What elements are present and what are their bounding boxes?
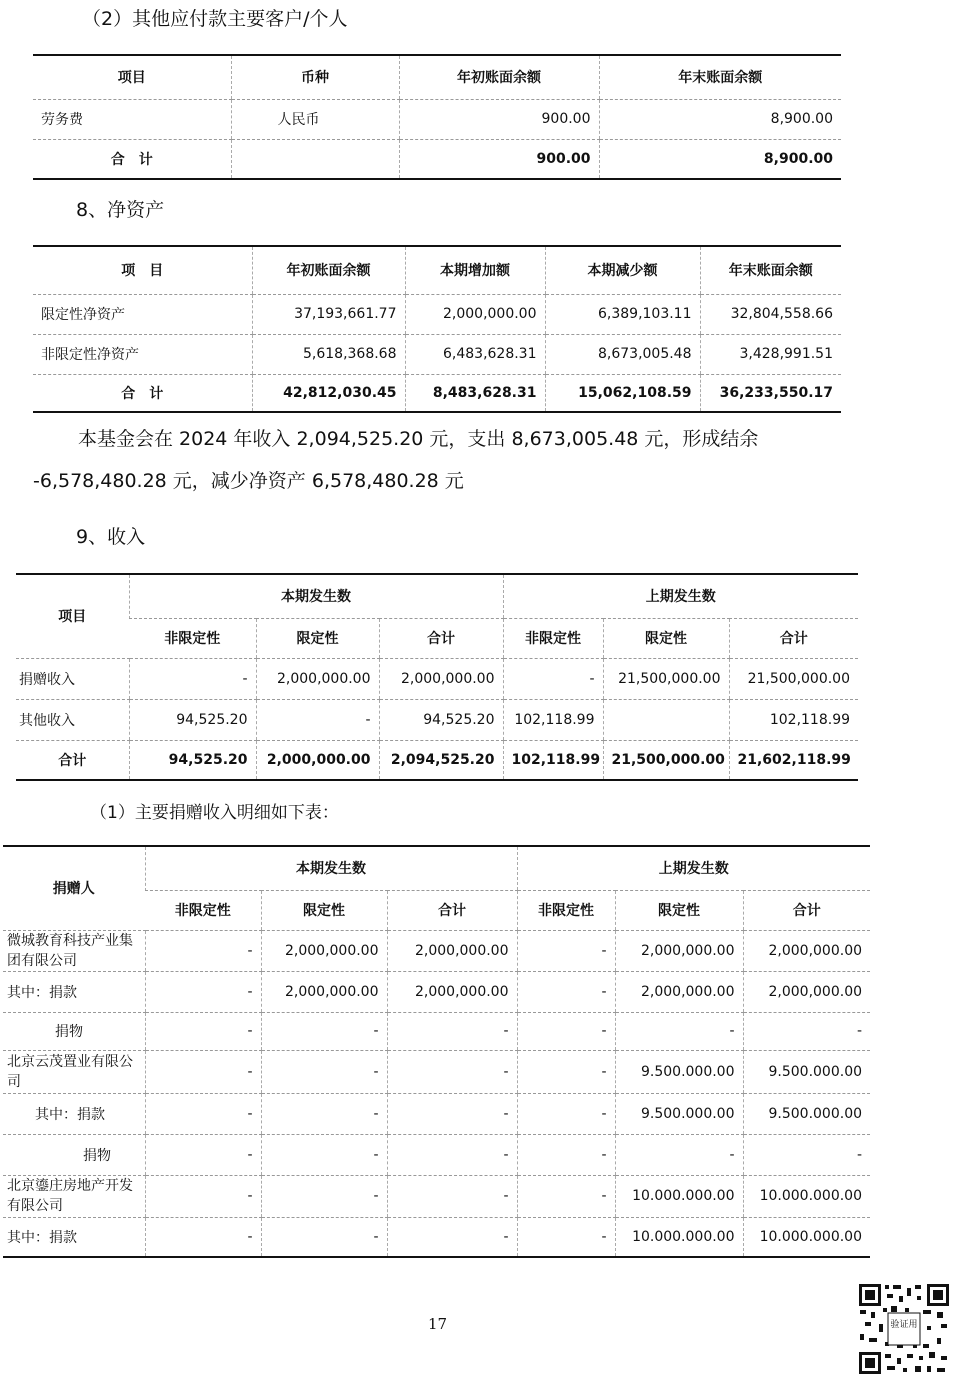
- row-label: 合 计: [33, 374, 252, 412]
- value-cell: -: [387, 1217, 517, 1257]
- payable-table: [33, 54, 841, 180]
- subheader-cell: 合计: [729, 618, 858, 658]
- income-table: [16, 573, 858, 781]
- currency-cell: [231, 139, 399, 179]
- value-cell: -: [517, 1134, 615, 1175]
- qr-center-label: 验证用: [890, 1320, 918, 1330]
- value-cell: 2,000,000.00: [256, 658, 379, 699]
- row-label: 其中：捐款: [3, 971, 145, 1012]
- value-cell: 10.000.000.00: [743, 1217, 870, 1257]
- value-cell: -: [387, 1093, 517, 1134]
- value-cell: 8,900.00: [599, 139, 841, 179]
- row-label: 合计: [16, 740, 129, 780]
- value-cell: -: [517, 1175, 615, 1217]
- donor-name: 微城教育科技产业集团有限公司: [3, 930, 145, 971]
- net-assets-table: [33, 245, 841, 413]
- value-cell: -: [743, 1134, 870, 1175]
- value-cell: 6,389,103.11: [545, 294, 700, 334]
- value-cell: 21,500,000.00: [729, 658, 858, 699]
- row-label: 捐赠收入: [16, 658, 129, 699]
- table-row: [3, 971, 870, 1012]
- value-cell: -: [503, 658, 603, 699]
- value-cell: 5,618,368.68: [252, 334, 405, 374]
- header-cell: 年初账面余额: [252, 246, 405, 294]
- value-cell: 2,094,525.20: [379, 740, 503, 780]
- table-row: [16, 699, 858, 740]
- total-row: [16, 740, 858, 780]
- header-cell: 本期减少额: [545, 246, 700, 294]
- value-cell: -: [387, 1012, 517, 1050]
- value-cell: 21,500,000.00: [603, 740, 729, 780]
- header-cell: 年末账面余额: [599, 55, 841, 99]
- value-cell: -: [256, 699, 379, 740]
- header-cell: 本期增加额: [405, 246, 545, 294]
- value-cell: -: [261, 1050, 387, 1093]
- subheader-cell: 非限定性: [503, 618, 603, 658]
- value-cell: [603, 699, 729, 740]
- value-cell: 8,673,005.48: [545, 334, 700, 374]
- current-period-header: 本期发生数: [129, 574, 503, 618]
- value-cell: 102,118.99: [729, 699, 858, 740]
- value-cell: -: [145, 1093, 261, 1134]
- table-header-row: [16, 574, 858, 618]
- row-label: 其中：捐款: [3, 1093, 145, 1134]
- value-cell: 32,804,558.66: [700, 294, 841, 334]
- value-cell: -: [145, 1175, 261, 1217]
- value-cell: -: [145, 1134, 261, 1175]
- donor-name: 北京鎏庄房地产开发有限公司: [3, 1175, 145, 1217]
- row-label: 其中：捐款: [3, 1217, 145, 1257]
- currency-cell: 人民币: [231, 99, 399, 139]
- value-cell: -: [145, 971, 261, 1012]
- value-cell: 102,118.99: [503, 699, 603, 740]
- row-label: 限定性净资产: [33, 294, 252, 334]
- subheader-cell: 非限定性: [129, 618, 256, 658]
- table-row: [3, 1012, 870, 1050]
- net-assets-heading: 8、净资产: [76, 199, 165, 221]
- donor-name: 北京云茂置业有限公司: [3, 1050, 145, 1093]
- value-cell: 37,193,661.77: [252, 294, 405, 334]
- row-label: 劳务费: [33, 99, 231, 139]
- header-cell: 项 目: [33, 246, 252, 294]
- value-cell: 2,000,000.00: [387, 930, 517, 971]
- table-row: [33, 334, 841, 374]
- value-cell: 2,000,000.00: [256, 740, 379, 780]
- value-cell: 94,525.20: [129, 740, 256, 780]
- value-cell: 900.00: [399, 139, 599, 179]
- value-cell: 2,000,000.00: [261, 971, 387, 1012]
- payable-section-heading: （2）其他应付款主要客户/个人: [82, 8, 348, 30]
- value-cell: 94,525.20: [379, 699, 503, 740]
- value-cell: -: [387, 1175, 517, 1217]
- subheader-cell: 合计: [379, 618, 503, 658]
- table-subheader-row: [16, 618, 858, 658]
- table-row: [3, 1217, 870, 1257]
- table-row: [33, 99, 841, 139]
- row-label: 非限定性净资产: [33, 334, 252, 374]
- table-row: [16, 658, 858, 699]
- value-cell: -: [615, 1134, 743, 1175]
- value-cell: -: [387, 1050, 517, 1093]
- header-cell: 年末账面余额: [700, 246, 841, 294]
- value-cell: 15,062,108.59: [545, 374, 700, 412]
- value-cell: 9.500.000.00: [615, 1050, 743, 1093]
- header-cell: 项目: [33, 55, 231, 99]
- value-cell: -: [517, 1217, 615, 1257]
- value-cell: 2,000,000.00: [379, 658, 503, 699]
- value-cell: 9.500.000.00: [743, 1050, 870, 1093]
- value-cell: -: [261, 1175, 387, 1217]
- table-row: [3, 1050, 870, 1093]
- value-cell: -: [145, 1050, 261, 1093]
- value-cell: -: [261, 1012, 387, 1050]
- value-cell: -: [615, 1012, 743, 1050]
- value-cell: -: [261, 1134, 387, 1175]
- value-cell: -: [517, 1012, 615, 1050]
- row-label: 捐物: [3, 1134, 145, 1175]
- value-cell: 9.500.000.00: [615, 1093, 743, 1134]
- total-row: [33, 139, 841, 179]
- value-cell: 36,233,550.17: [700, 374, 841, 412]
- value-cell: -: [145, 930, 261, 971]
- header-cell: 币种: [231, 55, 399, 99]
- table-row: [3, 1134, 870, 1175]
- value-cell: 3,428,991.51: [700, 334, 841, 374]
- current-period-header: 本期发生数: [145, 846, 517, 890]
- value-cell: 2,000,000.00: [615, 930, 743, 971]
- value-cell: -: [145, 1012, 261, 1050]
- subheader-cell: 限定性: [256, 618, 379, 658]
- item-header: 项目: [16, 574, 129, 658]
- table-row: [3, 1093, 870, 1134]
- value-cell: 8,900.00: [599, 99, 841, 139]
- value-cell: 6,483,628.31: [405, 334, 545, 374]
- value-cell: 94,525.20: [129, 699, 256, 740]
- value-cell: -: [517, 971, 615, 1012]
- table-header-row: [33, 55, 841, 99]
- donation-table: [3, 845, 870, 1258]
- summary-paragraph-line2: -6,578,480.28 元，减少净资产 6,578,480.28 元: [33, 470, 464, 492]
- value-cell: 2,000,000.00: [405, 294, 545, 334]
- value-cell: 10.000.000.00: [743, 1175, 870, 1217]
- value-cell: -: [261, 1217, 387, 1257]
- subheader-cell: 合计: [387, 890, 517, 930]
- donation-detail-heading: （1）主要捐赠收入明细如下表：: [90, 803, 339, 823]
- value-cell: 2,000,000.00: [743, 930, 870, 971]
- value-cell: 9.500.000.00: [743, 1093, 870, 1134]
- value-cell: -: [129, 658, 256, 699]
- value-cell: 10.000.000.00: [615, 1217, 743, 1257]
- table-row: [33, 294, 841, 334]
- value-cell: 42,812,030.45: [252, 374, 405, 412]
- value-cell: -: [743, 1012, 870, 1050]
- table-header-row: [33, 246, 841, 294]
- total-row: [33, 374, 841, 412]
- value-cell: 2,000,000.00: [743, 971, 870, 1012]
- subheader-cell: 限定性: [603, 618, 729, 658]
- value-cell: 21,602,118.99: [729, 740, 858, 780]
- value-cell: 102,118.99: [503, 740, 603, 780]
- value-cell: 2,000,000.00: [615, 971, 743, 1012]
- value-cell: -: [517, 930, 615, 971]
- row-label: 其他收入: [16, 699, 129, 740]
- table-row: [3, 1175, 870, 1217]
- value-cell: 2,000,000.00: [261, 930, 387, 971]
- donor-header: 捐赠人: [3, 846, 145, 930]
- value-cell: 10.000.000.00: [615, 1175, 743, 1217]
- value-cell: 2,000,000.00: [387, 971, 517, 1012]
- subheader-cell: 非限定性: [145, 890, 261, 930]
- header-cell: 年初账面余额: [399, 55, 599, 99]
- value-cell: -: [145, 1217, 261, 1257]
- value-cell: 21,500,000.00: [603, 658, 729, 699]
- subheader-cell: 限定性: [615, 890, 743, 930]
- value-cell: 8,483,628.31: [405, 374, 545, 412]
- row-label: 合 计: [33, 139, 231, 179]
- value-cell: 900.00: [399, 99, 599, 139]
- table-header-row: [3, 846, 870, 890]
- subheader-cell: 非限定性: [517, 890, 615, 930]
- value-cell: -: [387, 1134, 517, 1175]
- summary-paragraph-line1: 本基金会在 2024 年收入 2,094,525.20 元，支出 8,673,005.48 元，形成结余: [78, 428, 759, 450]
- row-label: 捐物: [3, 1012, 145, 1050]
- subheader-cell: 限定性: [261, 890, 387, 930]
- prior-period-header: 上期发生数: [517, 846, 870, 890]
- table-row: [3, 930, 870, 971]
- subheader-cell: 合计: [743, 890, 870, 930]
- value-cell: -: [517, 1093, 615, 1134]
- page-number: 17: [428, 1315, 448, 1333]
- verification-qr-code: [857, 1282, 951, 1376]
- income-heading: 9、收入: [76, 526, 146, 548]
- value-cell: -: [517, 1050, 615, 1093]
- prior-period-header: 上期发生数: [503, 574, 858, 618]
- value-cell: -: [261, 1093, 387, 1134]
